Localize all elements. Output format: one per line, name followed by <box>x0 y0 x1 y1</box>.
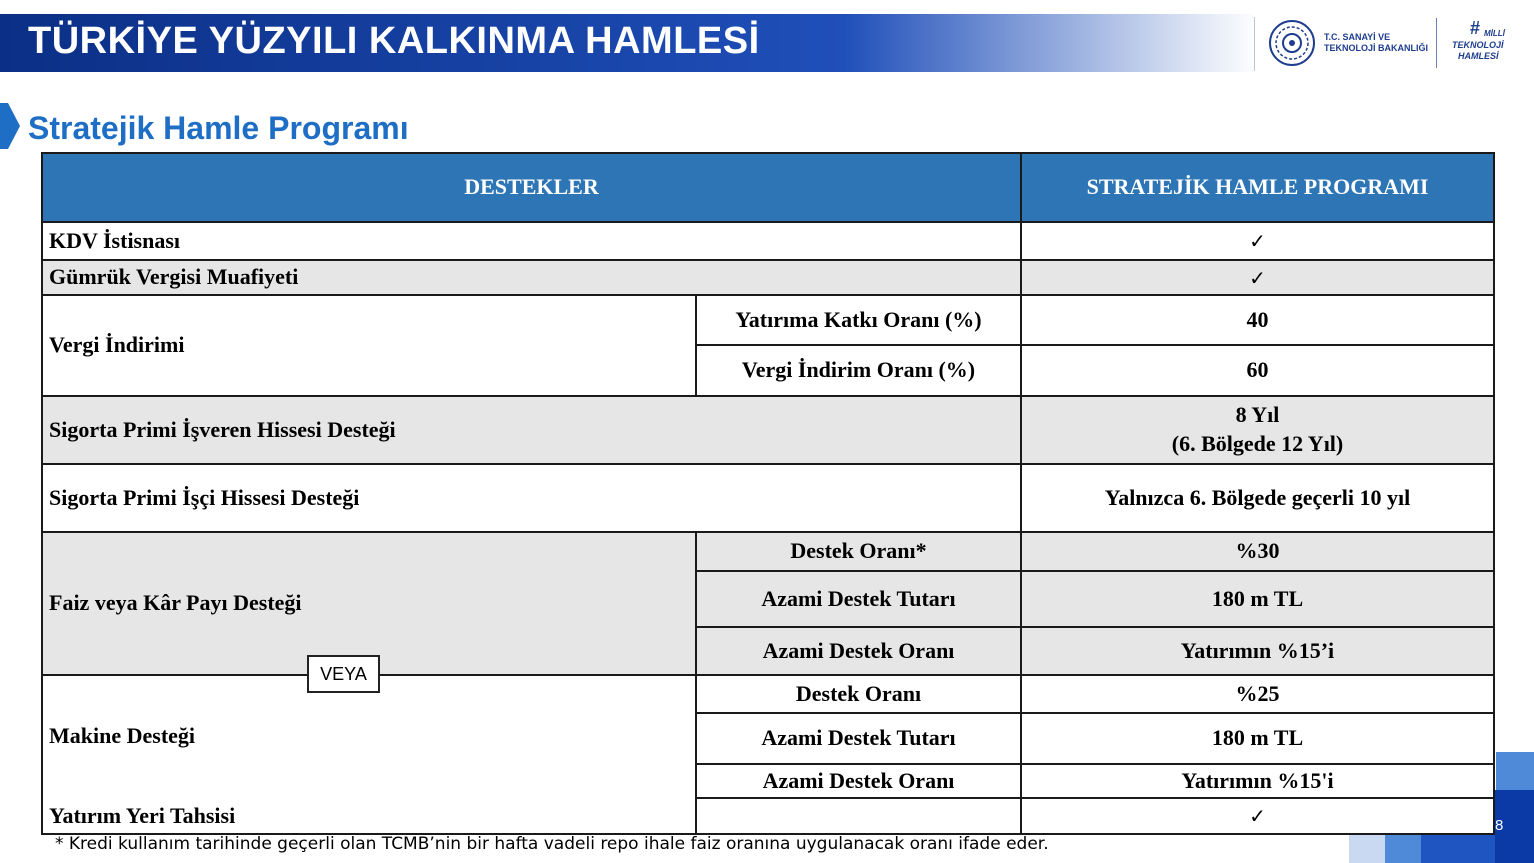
table-row-gumruk <box>42 260 1494 295</box>
ministry-line2: TEKNOLOJİ BAKANLIĞI <box>1324 43 1429 53</box>
section-chevron-icon <box>0 103 20 149</box>
makine-azami-oran-label: Azami Destek Oranı <box>696 764 1021 798</box>
table-row-makine-oran <box>42 675 1494 713</box>
sigorta-isci-label: Sigorta Primi İşçi Hissesi Desteği <box>42 464 1021 532</box>
table-row-sigorta-isci <box>42 464 1494 532</box>
svg-text:MİLLİ: MİLLİ <box>1484 29 1505 38</box>
yatirim-yeri-label: Yatırım Yeri Tahsisi <box>42 798 696 834</box>
sigorta-isci-value: Yalnızca 6. Bölgede geçerli 10 yıl <box>1021 464 1494 532</box>
table-row-sigorta-isveren <box>42 396 1494 464</box>
logo-divider <box>1254 17 1255 71</box>
svg-text:TEKNOLOJİ: TEKNOLOJİ <box>1452 40 1504 50</box>
faiz-label: Faiz veya Kâr Payı Desteği <box>42 532 696 675</box>
vergi-indirim-label: Vergi İndirim Oranı (%) <box>696 345 1021 396</box>
gumruk-check-icon: ✓ <box>1021 260 1494 295</box>
decor-block <box>1349 833 1385 863</box>
gumruk-label: Gümrük Vergisi Muafiyeti <box>42 260 1021 295</box>
ministry-line1: T.C. SANAYİ VE <box>1324 32 1391 42</box>
table-row-vergi-katki <box>42 295 1494 345</box>
yatirim-yeri-spacer <box>696 798 1021 834</box>
makine-oran-label: Destek Oranı <box>696 675 1021 713</box>
ministry-seal-icon <box>1268 19 1316 67</box>
sigorta-isveren-value-line1: 8 Yıl <box>1235 402 1280 428</box>
decor-block <box>1496 752 1534 790</box>
kdv-label: KDV İstisnası <box>42 222 1021 260</box>
makine-tutar-label: Azami Destek Tutarı <box>696 713 1021 764</box>
faiz-tutar-label: Azami Destek Tutarı <box>696 571 1021 627</box>
faiz-azami-oran-value: Yatırımın %15’i <box>1021 627 1494 675</box>
header-stratejik-hamle: STRATEJİK HAMLE PROGRAMI <box>1021 153 1494 222</box>
sigorta-isveren-value-line2: (6. Bölgede 12 Yıl) <box>1171 431 1344 456</box>
vergi-katki-label: Yatırıma Katkı Oranı (%) <box>696 295 1021 345</box>
title-banner <box>0 14 1534 72</box>
table-row-faiz-oran <box>42 532 1494 571</box>
header-destekler: DESTEKLER <box>42 153 1021 222</box>
page-number: 8 <box>1495 817 1504 834</box>
kdv-check-icon: ✓ <box>1021 222 1494 260</box>
support-comparison-table <box>41 152 1495 835</box>
sigorta-isveren-label: Sigorta Primi İşveren Hissesi Desteği <box>42 396 1021 464</box>
faiz-oran-label: Destek Oranı* <box>696 532 1021 571</box>
makine-oran-value: %25 <box>1021 675 1494 713</box>
makine-label: Makine Desteği <box>42 675 696 798</box>
faiz-oran-value: %30 <box>1021 532 1494 571</box>
veya-badge: VEYA <box>307 655 380 693</box>
ministry-name <box>1324 32 1428 54</box>
svg-text:HAMLESİ: HAMLESİ <box>1458 51 1499 61</box>
decor-block <box>1385 833 1421 863</box>
vergi-indirim-value: 60 <box>1021 345 1494 396</box>
milli-teknoloji-hamlesi-logo <box>1450 18 1512 70</box>
vergi-katki-value: 40 <box>1021 295 1494 345</box>
faiz-tutar-value: 180 m TL <box>1021 571 1494 627</box>
sigorta-isveren-value <box>1021 396 1494 464</box>
makine-azami-oran-value: Yatırımın %15'i <box>1021 764 1494 798</box>
table-row-kdv <box>42 222 1494 260</box>
logo-separator <box>1436 18 1437 68</box>
slide-title: TÜRKİYE YÜZYILI KALKINMA HAMLESİ <box>28 20 760 62</box>
yatirim-yeri-check-icon: ✓ <box>1021 798 1494 834</box>
makine-tutar-value: 180 m TL <box>1021 713 1494 764</box>
section-subtitle: Stratejik Hamle Programı <box>28 110 409 146</box>
svg-text:#: # <box>1470 18 1481 38</box>
vergi-label: Vergi İndirimi <box>42 295 696 396</box>
footnote: * Kredi kullanım tarihinde geçerli olan TCMB’nin bir hafta vadeli repo ihale faiz oranına uygulanacak oranı ifade eder. <box>55 834 1049 854</box>
table-row-yatirim-yeri <box>42 798 1494 834</box>
logo-area <box>1254 14 1534 72</box>
faiz-azami-oran-label: Azami Destek Oranı <box>696 627 1021 675</box>
